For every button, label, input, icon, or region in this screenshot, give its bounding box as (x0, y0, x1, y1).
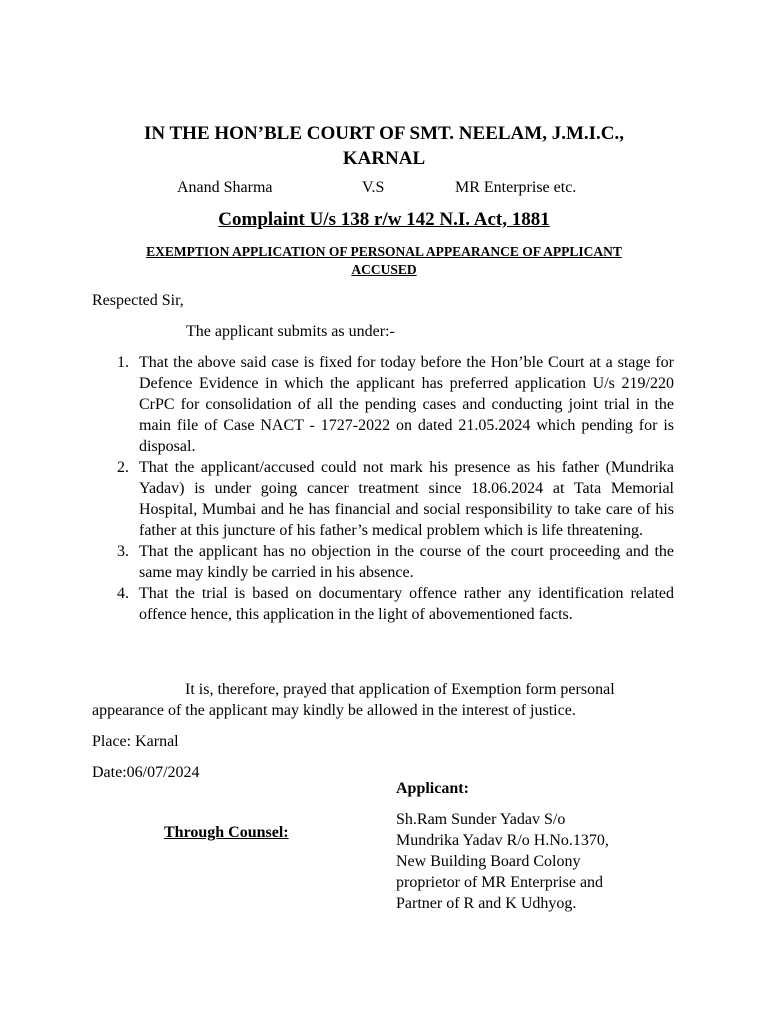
court-title (90, 121, 678, 171)
court-title-line-2: KARNAL (342, 148, 426, 169)
applicant-detail-line: Sh.Ram Sunder Yadav S/o (396, 811, 566, 828)
versus-label: V.S (362, 179, 385, 196)
place-line: Place: Karnal (92, 733, 179, 750)
applicant-detail-line: proprietor of MR Enterprise and (396, 874, 604, 891)
applicant-detail-line: Partner of R and K Udhyog. (396, 895, 577, 912)
counsel-label: Through Counsel: (164, 824, 289, 841)
point-item (92, 457, 674, 541)
prayer-paragraph: It is, therefore, prayed that application of Exemption form personal appearance of the applicant may kindly be allowed in the interest of justice. (92, 681, 615, 719)
intro-line: The applicant submits as under:- (186, 323, 395, 340)
application-title-line-1: EXEMPTION APPLICATION OF PERSONAL APPEARANCE OF APPLICANT (146, 244, 622, 259)
applicant-label: Applicant: (396, 780, 469, 797)
parties-line (0, 179, 768, 201)
applicant-details (396, 809, 676, 914)
point-text: That the applicant/accused could not mark his presence as his father (Mundrika Yadav) is under going cancer treatment since 18.06.2024 at Tata Memorial Hospital, Mumbai and he has financial and social responsibility to take care of his father at this juncture of his father’s medical problem which is life threatening. (139, 459, 674, 539)
party-complainant: Anand Sharma (177, 179, 273, 196)
complaint-heading: Complaint U/s 138 r/w 142 N.I. Act, 1881 (218, 209, 550, 230)
applicant-detail-line: Mundrika Yadav R/o H.No.1370, (396, 832, 609, 849)
salutation: Respected Sir, (92, 292, 184, 309)
party-respondent: MR Enterprise etc. (455, 179, 577, 196)
point-text: That the applicant has no objection in the course of the court proceeding and the same may kindly be carried in his absence. (139, 543, 674, 581)
point-number: 2. (117, 459, 129, 476)
point-item (92, 541, 674, 583)
application-title (100, 243, 668, 279)
point-item (92, 352, 674, 457)
point-number: 4. (117, 585, 129, 602)
applicant-detail-line: New Building Board Colony (396, 853, 581, 870)
point-text: That the trial is based on documentary offence rather any identification related offence hence, this application in the light of abovementioned facts. (139, 585, 674, 623)
point-item (92, 583, 674, 625)
numbered-points (92, 352, 674, 625)
point-number: 1. (117, 354, 129, 371)
date-line: Date:06/07/2024 (92, 764, 200, 781)
application-title-line-2: ACCUSED (351, 262, 417, 277)
point-text: That the above said case is fixed for today before the Hon’ble Court at a stage for Defence Evidence in which the applicant has preferred application U/s 219/220 CrPC for consolidation of all the pending cases and conducting joint trial in the main file of Case NACT - 1727-2022 on dated 21.05.2024 which pending for is disposal. (139, 354, 674, 455)
point-number: 3. (117, 543, 129, 560)
court-title-line-1: IN THE HON’BLE COURT OF SMT. NEELAM, J.M.I.C., (143, 123, 624, 144)
